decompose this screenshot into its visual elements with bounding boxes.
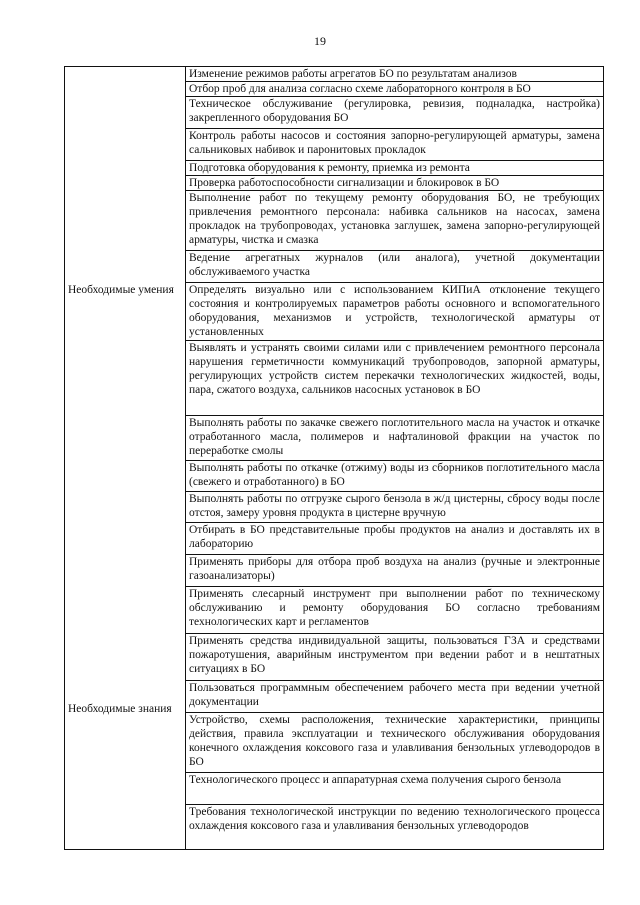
table-row: Изменение режимов работы агрегатов БО по результатам анализов xyxy=(186,67,603,82)
table-row: Применять средства индивидуальной защиты, пользоваться ГЗА и средствами пожаротушения, аварийным инструментом при ведении работ и в нештатных ситуациях в БО xyxy=(186,634,603,681)
table-row: Пользоваться программным обеспечением рабочего места при ведении учетной документации xyxy=(186,681,603,713)
table-row: Отбирать в БО представительные пробы продуктов на анализ и доставлять их в лабораторию xyxy=(186,523,603,555)
skills-label: Необходимые умения xyxy=(68,284,174,296)
table-row: Отбор проб для анализа согласно схеме лабораторного контроля в БО xyxy=(186,82,603,97)
table-row: Техническое обслуживание (регулировка, ревизия, подналадка, настройка) закрепленного оборудования БО xyxy=(186,97,603,129)
table-row: Выполнение работ по текущему ремонту оборудования БО, не требующих привлечения ремонтного персонала: набивка сальников на насосах, замена прокладок на трубопроводах, установка заглушек, замена запорно-регулирующей арматуры, чистка и смазка xyxy=(186,191,603,251)
table-row: Ведение агрегатных журналов (или аналога), учетной документации обслуживаемого участка xyxy=(186,251,603,283)
table-row: Выполнять работы по закачке свежего поглотительного масла на участок и откачке отработанного масла, полимеров и нафталиновой фракции на участок по переработке смолы xyxy=(186,416,603,461)
table-row: Устройство, схемы расположения, технические характеристики, принципы действия, правила эксплуатации и технического обслуживания оборудования конечного охлаждения коксового газа и улавливания бензольных углеводородов в БО xyxy=(186,713,603,773)
label-column xyxy=(65,67,186,849)
table-row: Проверка работоспособности сигнализации и блокировок в БО xyxy=(186,176,603,191)
table-row: Подготовка оборудования к ремонту, приемка из ремонта xyxy=(186,161,603,176)
table-row: Применять слесарный инструмент при выполнении работ по техническому обслуживанию и ремонту оборудования БО согласно требованиям технологических карт и регламентов xyxy=(186,587,603,634)
table-row: Выполнять работы по откачке (отжиму) воды из сборников поглотительного масла (свежего и отработанного) в БО xyxy=(186,461,603,492)
table-row: Определять визуально или с использованием КИПиА отклонение текущего состояния и контролируемых параметров работы основного и вспомогательного оборудования, механизмов и устройств, технологической арматуры от установленных xyxy=(186,283,603,341)
content-column xyxy=(186,67,603,849)
table-row: Контроль работы насосов и состояния запорно-регулирующей арматуры, замена сальниковых набивок и паронитовых прокладок xyxy=(186,129,603,161)
table-row: Выявлять и устранять своими силами или с привлечением ремонтного персонала нарушения герметичности коммуникаций трубопроводов, запорной арматуры, регулирующих устройств систем перекачки технологических жидкостей, воды, пара, сжатого воздуха, сальников насосных установок в БО xyxy=(186,341,603,416)
knowledge-label: Необходимые знания xyxy=(68,703,172,715)
table-row: Выполнять работы по отгрузке сырого бензола в ж/д цистерны, сбросу воды после отстоя, замеру уровня продукта в цистерне вручную xyxy=(186,492,603,523)
table-row: Технологического процесс и аппаратурная схема получения сырого бензола xyxy=(186,773,603,805)
table-row: Применять приборы для отбора проб воздуха на анализ (ручные и электронные газоанализаторы) xyxy=(186,555,603,587)
competency-table xyxy=(64,66,604,850)
page-number: 19 xyxy=(314,34,326,48)
table-row: Требования технологической инструкции по ведению технологического процесса охлаждения коксового газа и улавливания бензольных углеводородов xyxy=(189,806,600,832)
